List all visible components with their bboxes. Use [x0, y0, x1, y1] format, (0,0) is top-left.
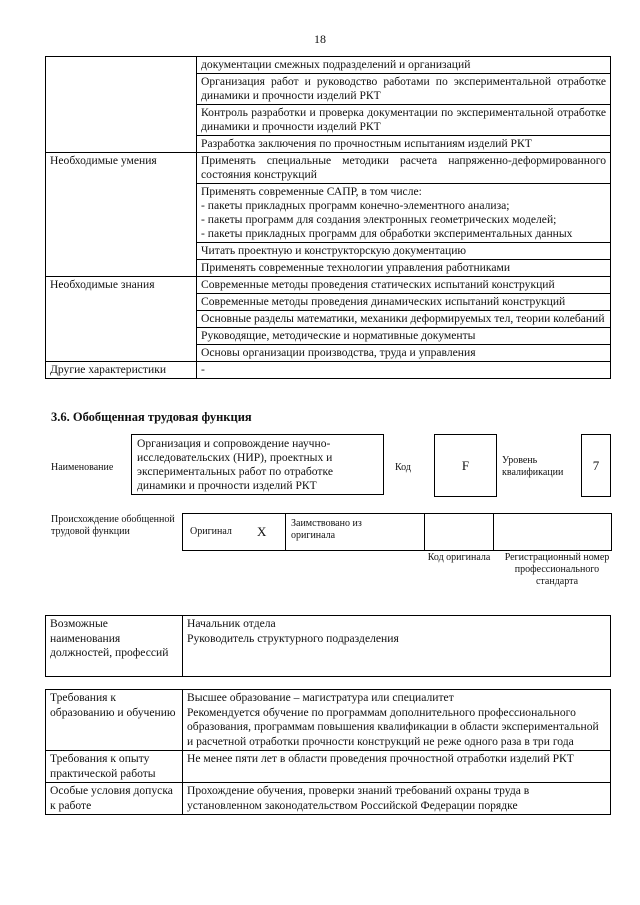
positions-table — [45, 615, 611, 677]
code-label: Код — [395, 462, 411, 473]
table-cell — [197, 184, 611, 243]
original-mark: X — [257, 524, 267, 539]
level-label: Уровень квалификации — [502, 455, 564, 478]
cell-line: - пакеты программ для создания электронных геометрических моделей; — [201, 213, 557, 226]
table-row — [46, 362, 611, 379]
skills-label: Необходимые умения — [46, 153, 197, 277]
table-cell: Современные методы проведения динамических испытаний конструкций — [197, 294, 611, 311]
borrowed-label: Заимствовано из оригинала — [291, 518, 362, 541]
origin-label: Происхождение обобщенной трудовой функции — [51, 514, 175, 537]
table-cell: Применять современные технологии управления работниками — [197, 260, 611, 277]
name-label: Наименование — [51, 462, 114, 473]
requirements-table — [45, 689, 611, 815]
table-cell: Организация работ и руководство работами по экспериментальной отработке динамики и прочности изделий РКТ — [197, 74, 611, 105]
other-label: Другие характеристики — [46, 362, 197, 379]
empty-label-cell — [46, 57, 197, 153]
education-cell — [183, 690, 611, 751]
section-heading: 3.6. Обобщенная трудовая функция — [51, 410, 252, 424]
original-label: Оригинал — [190, 526, 232, 537]
positions-cell — [183, 616, 611, 677]
admission-label: Особые условия допуска к работе — [46, 783, 183, 815]
experience-label: Требования к опыту практической работы — [46, 751, 183, 783]
table-cell: Современные методы проведения статических испытаний конструкций — [197, 277, 611, 294]
table-cell: Основные разделы математики, механики деформируемых тел, теории колебаний — [197, 311, 611, 328]
cell-divider — [424, 514, 425, 550]
table-cell: Основы организации производства, труда и управления — [197, 345, 611, 362]
origin-box — [182, 513, 612, 551]
admission-cell: Прохождение обучения, проверки знаний требований охраны труда в установленном законодательством Российской Федерации порядке — [183, 783, 611, 815]
cell-divider — [493, 514, 494, 550]
cell-line: Руководитель структурного подразделения — [187, 631, 399, 645]
table-row — [46, 751, 611, 783]
education-label: Требования к образованию и обучению — [46, 690, 183, 751]
table-cell: Контроль разработки и проверка документации по экспериментальной отработке динамики и прочности изделий РКТ — [197, 105, 611, 136]
code-value-box: F — [434, 434, 497, 497]
table-cell: Применять специальные методики расчета напряженно-деформированного состояния конструкций — [197, 153, 611, 184]
cell-line: Применять современные САПР, в том числе: — [201, 185, 422, 198]
cell-line: Рекомендуется обучение по программам дополнительного профессионального образования, программам повышения квалификации в области экспериментальной и расчетной отработки прочности конструкций не реже одного раза в три года — [187, 705, 599, 748]
cell-line: - пакеты прикладных программ конечно-элементного анализа; — [201, 199, 510, 212]
cell-line: - пакеты прикладных программ для обработки экспериментальных данных — [201, 227, 573, 240]
table-cell: Разработка заключения по прочностным испытаниям изделий РКТ — [197, 136, 611, 153]
skills-knowledge-table — [45, 56, 611, 379]
positions-label: Возможные наименования должностей, профессий — [46, 616, 183, 677]
experience-cell: Не менее пяти лет в области проведения прочностной отработки изделий РКТ — [183, 751, 611, 783]
table-row — [46, 277, 611, 294]
cell-divider — [285, 514, 286, 550]
page-number: 18 — [314, 32, 326, 46]
cell-line: Начальник отдела — [187, 617, 276, 630]
code-caption: Код оригинала — [427, 552, 491, 563]
cell-line: Высшее образование – магистратура или специалитет — [187, 691, 454, 704]
table-row — [46, 690, 611, 751]
table-cell: - — [197, 362, 611, 379]
table-row — [46, 783, 611, 815]
table-row — [46, 57, 611, 74]
table-row — [46, 153, 611, 184]
knowledge-label: Необходимые знания — [46, 277, 197, 362]
table-cell: Руководящие, методические и нормативные документы — [197, 328, 611, 345]
level-value-box: 7 — [581, 434, 611, 497]
table-row — [46, 616, 611, 677]
table-cell: документации смежных подразделений и организаций — [197, 57, 611, 74]
table-cell: Читать проектную и конструкторскую документацию — [197, 243, 611, 260]
reg-caption: Регистрационный номер профессионального стандарта — [504, 552, 610, 587]
function-name-box: Организация и сопровождение научно-исследовательских (НИР), проектных и экспериментальных работ по отработке динамики и прочности изделий РКТ — [131, 434, 384, 495]
